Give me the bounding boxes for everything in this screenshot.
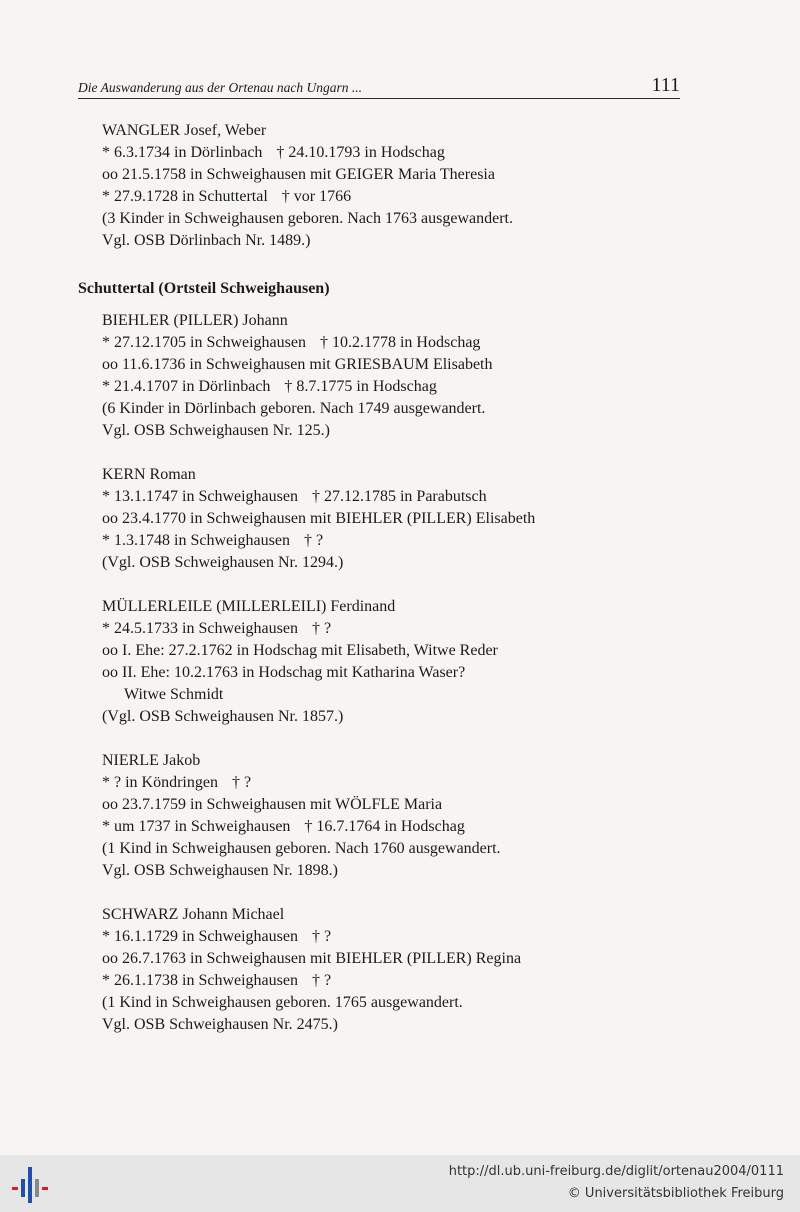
entry-birth: * ? in Köndringen xyxy=(102,774,218,791)
entry-birth: * 27.12.1705 in Schweighausen xyxy=(102,334,306,351)
genealogy-entry-schwarz xyxy=(102,904,698,1036)
entry-marriage-first: oo I. Ehe: 27.2.1762 in Hodschag mit Elisabeth, Witwe Reder xyxy=(102,642,498,659)
digital-library-footer xyxy=(0,1155,800,1212)
entry-spouse-death: † vor 1766 xyxy=(281,188,352,205)
entry-name: BIEHLER (PILLER) Johann xyxy=(102,312,288,329)
entry-death: † ? xyxy=(311,620,332,637)
entry-marriage: oo 23.4.1770 in Schweighausen mit BIEHLER (PILLER) Elisabeth xyxy=(102,510,536,527)
entry-death: † ? xyxy=(311,928,332,945)
entry-death: † 24.10.1793 in Hodschag xyxy=(276,144,445,161)
genealogy-entry-kern xyxy=(102,464,698,574)
entry-birth: * 13.1.1747 in Schweighausen xyxy=(102,488,298,505)
genealogy-entry-nierle xyxy=(102,750,698,882)
entry-note: (1 Kind in Schweighausen geboren. 1765 ausgewandert. xyxy=(102,994,463,1011)
running-title: Die Auswanderung aus der Ortenau nach Ungarn ... xyxy=(78,80,362,95)
entry-birth: * 16.1.1729 in Schweighausen xyxy=(102,928,298,945)
entry-spouse-birth: * 26.1.1738 in Schweighausen xyxy=(102,972,298,989)
entry-spouse-death: † 8.7.1775 in Hodschag xyxy=(284,378,437,395)
entry-reference: (Vgl. OSB Schweighausen Nr. 1294.) xyxy=(102,554,344,571)
entry-reference: Vgl. OSB Schweighausen Nr. 125.) xyxy=(102,422,330,439)
entry-marriage-second-cont: Witwe Schmidt xyxy=(124,686,224,703)
entry-birth-death xyxy=(102,142,698,164)
entry-birth-death xyxy=(102,486,698,508)
genealogy-entry-biehler xyxy=(102,310,698,442)
entry-spouse-birth-death xyxy=(102,970,698,992)
running-head xyxy=(78,74,680,99)
entry-name: MÜLLERLEILE (MILLERLEILI) Ferdinand xyxy=(102,598,396,615)
entry-death: † ? xyxy=(231,774,252,791)
entry-marriage: oo 26.7.1763 in Schweighausen mit BIEHLER (PILLER) Regina xyxy=(102,950,522,967)
entry-marriage: oo 23.7.1759 in Schweighausen mit WÖLFLE Maria xyxy=(102,796,443,813)
entry-reference: Vgl. OSB Dörlinbach Nr. 1489.) xyxy=(102,232,311,249)
entry-marriage: oo 11.6.1736 in Schweighausen mit GRIESBAUM Elisabeth xyxy=(102,356,493,373)
entry-spouse-birth: * 1.3.1748 in Schweighausen xyxy=(102,532,290,549)
entry-birth-death xyxy=(102,332,698,354)
section-heading: Schuttertal (Ortsteil Schweighausen) xyxy=(78,280,330,297)
entry-spouse-birth: * 21.4.1707 in Dörlinbach xyxy=(102,378,271,395)
entry-spouse-birth-death xyxy=(102,816,698,838)
entry-marriage-second: oo II. Ehe: 10.2.1763 in Hodschag mit Katharina Waser? xyxy=(102,664,466,681)
genealogy-entry-muellerleile xyxy=(102,596,698,728)
entry-birth: * 6.3.1734 in Dörlinbach xyxy=(102,144,263,161)
entry-name: KERN Roman xyxy=(102,466,196,483)
entry-note: (1 Kind in Schweighausen geboren. Nach 1760 ausgewandert. xyxy=(102,840,501,857)
entry-death: † 10.2.1778 in Hodschag xyxy=(319,334,481,351)
entry-note: (6 Kinder in Dörlinbach geboren. Nach 1749 ausgewandert. xyxy=(102,400,486,417)
entry-name: NIERLE Jakob xyxy=(102,752,201,769)
entry-note: (3 Kinder in Schweighausen geboren. Nach 1763 ausgewandert. xyxy=(102,210,513,227)
entry-marriage: oo 21.5.1758 in Schweighausen mit GEIGER Maria Theresia xyxy=(102,166,495,183)
entry-reference: (Vgl. OSB Schweighausen Nr. 1857.) xyxy=(102,708,344,725)
entry-spouse-birth: * um 1737 in Schweighausen xyxy=(102,818,291,835)
page-number: 111 xyxy=(651,74,680,96)
entry-spouse-birth-death xyxy=(102,530,698,552)
entry-reference: Vgl. OSB Schweighausen Nr. 2475.) xyxy=(102,1016,338,1033)
entry-birth-death xyxy=(102,926,698,948)
entry-name: WANGLER Josef, Weber xyxy=(102,122,267,139)
entry-birth-death xyxy=(102,772,698,794)
page-content xyxy=(78,120,698,1058)
genealogy-entry-wangler xyxy=(102,120,698,252)
entry-spouse-birth: * 27.9.1728 in Schuttertal xyxy=(102,188,268,205)
entry-birth: * 24.5.1733 in Schweighausen xyxy=(102,620,298,637)
source-url-link[interactable]: http://dl.ub.uni-freiburg.de/diglit/ortenau2004/0111 xyxy=(448,1164,784,1179)
copyright-text: © Universitätsbibliothek Freiburg xyxy=(567,1186,784,1201)
entry-spouse-death: † 16.7.1764 in Hodschag xyxy=(304,818,465,835)
entry-birth-death xyxy=(102,618,698,640)
entry-spouse-death: † ? xyxy=(303,532,324,549)
entry-reference: Vgl. OSB Schweighausen Nr. 1898.) xyxy=(102,862,338,879)
entry-death: † 27.12.1785 in Parabutsch xyxy=(311,488,487,505)
ub-freiburg-logo-icon xyxy=(10,1165,50,1205)
entry-spouse-birth-death xyxy=(102,376,698,398)
entry-spouse-birth-death xyxy=(102,186,698,208)
entry-name: SCHWARZ Johann Michael xyxy=(102,906,285,923)
entry-spouse-death: † ? xyxy=(311,972,332,989)
